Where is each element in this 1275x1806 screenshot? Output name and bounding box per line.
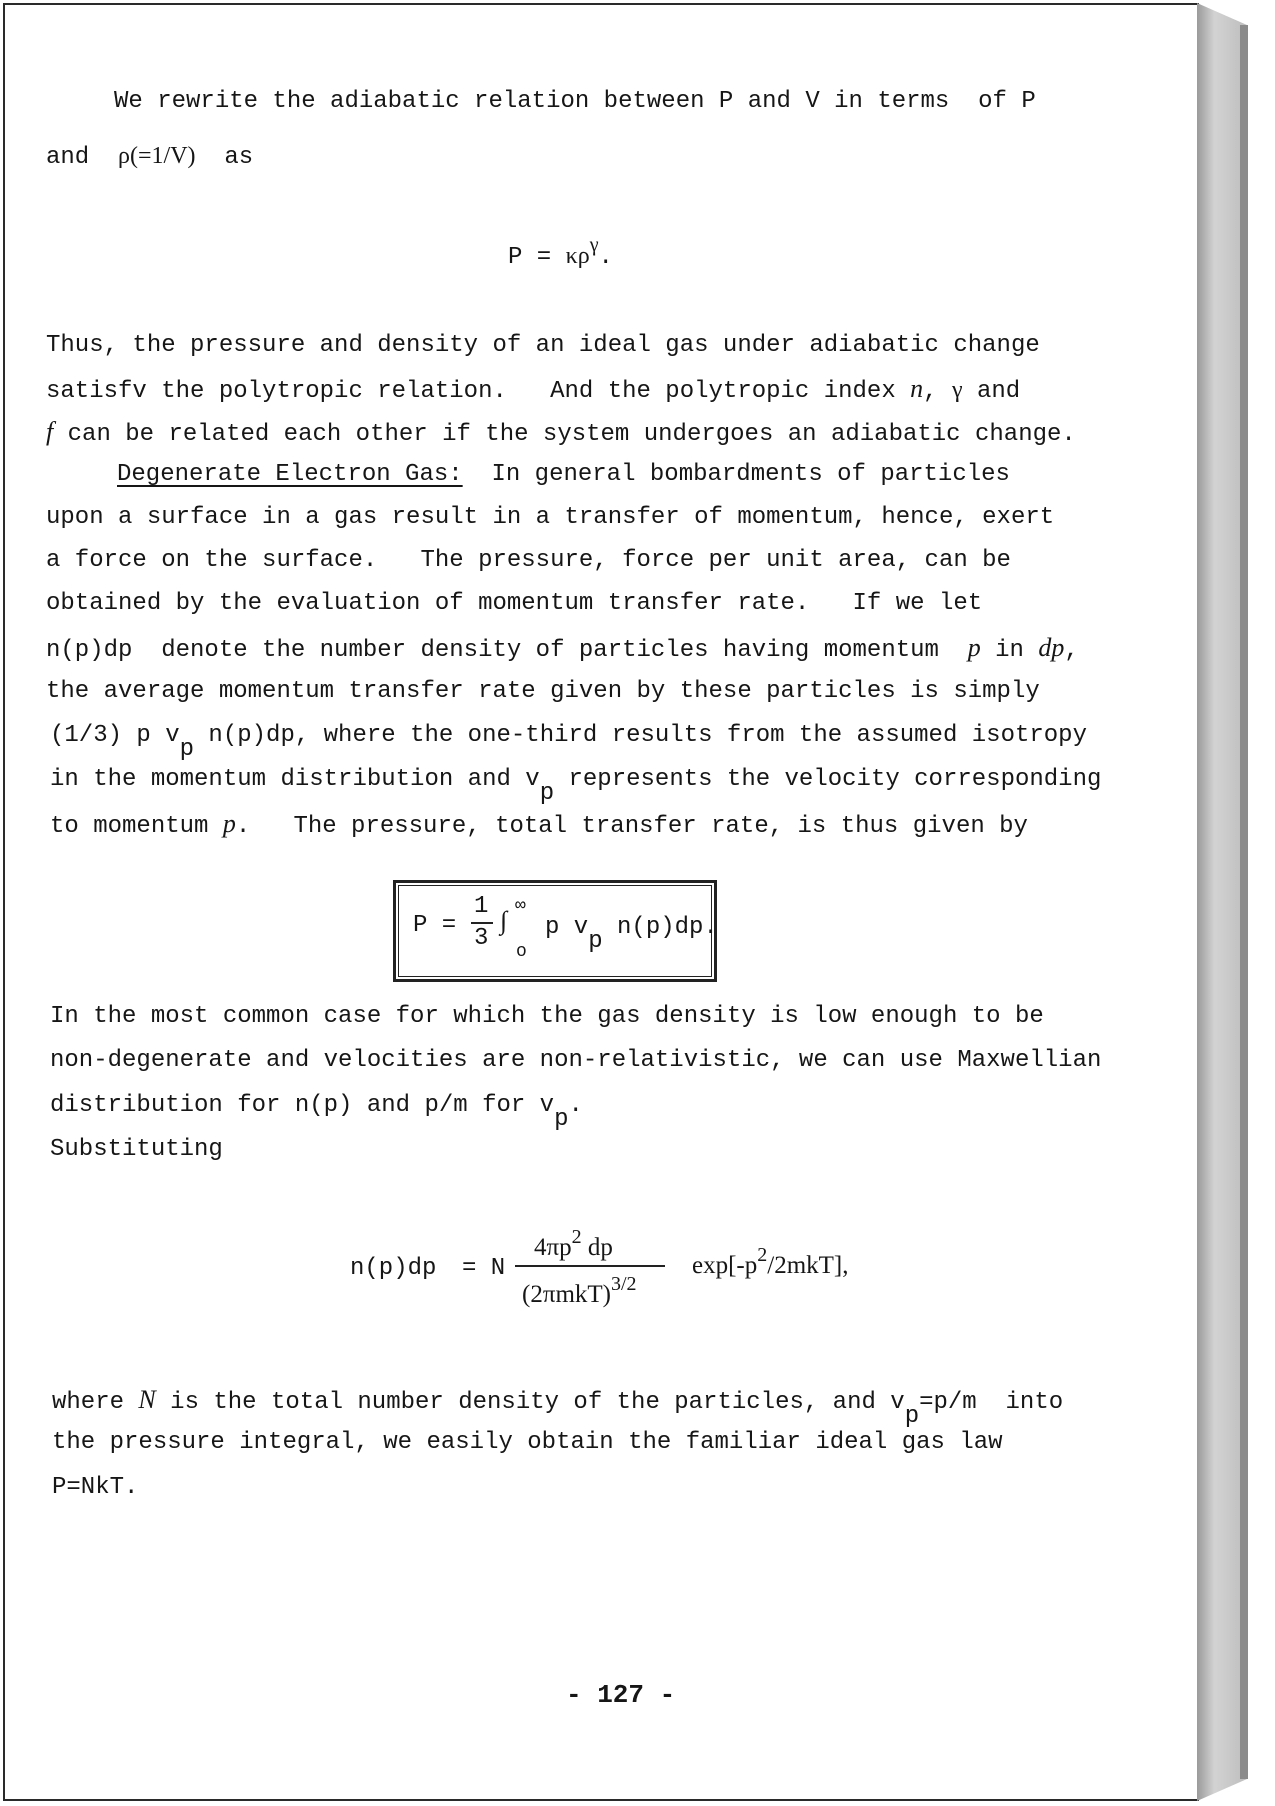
text-span: represents the velocity corresponding: [554, 766, 1102, 793]
text-line: [46, 332, 1040, 360]
text-span: p v: [545, 914, 589, 941]
text-line: [52, 1474, 138, 1502]
text-line: [46, 678, 1040, 706]
text-span: is the total number density of the particles, and v: [155, 1389, 905, 1416]
text-span: 4πp: [534, 1234, 572, 1261]
page-stack-shadow: [1240, 25, 1248, 1779]
text-span: to momentum: [50, 813, 223, 840]
text-span: n(p)dp, where the one-third results from the assumed isotropy: [194, 722, 1087, 749]
text-line: [46, 504, 1054, 532]
eq-fraction-denominator: 3: [474, 925, 489, 952]
subscript: p: [904, 1403, 920, 1430]
text-line: [52, 1429, 1003, 1457]
text-span: . The pressure, total transfer rate, is thus given by: [235, 813, 1028, 840]
text-span: =p/m into: [919, 1389, 1064, 1416]
text-line: [52, 1385, 1064, 1430]
text-line: [46, 590, 982, 618]
text-line: [50, 1136, 223, 1164]
text-span: dp: [581, 1234, 613, 1261]
text-span: ,: [923, 378, 952, 405]
eq-exponential: [692, 1244, 849, 1280]
text-line: [50, 766, 1102, 807]
eq-equals: = N: [462, 1255, 506, 1282]
text-span: .: [568, 1092, 583, 1119]
equation-adiabatic: [508, 234, 613, 272]
text-span: satisfv the polytropic relation. And the polytropic index: [46, 378, 911, 405]
page-number: - 127 -: [566, 1680, 676, 1710]
text-span: ,: [1064, 637, 1079, 664]
text-span: in the momentum distribution and v: [50, 766, 540, 793]
text-span: Substituting: [50, 1136, 223, 1163]
section-heading: Degenerate Electron Gas:: [117, 461, 463, 488]
text-span: in: [980, 637, 1039, 664]
text-line: [46, 547, 1011, 575]
eq-fraction-numerator: 1: [474, 893, 489, 920]
text-span: can be related each other if the system undergoes an adiabatic change.: [53, 421, 1076, 448]
text-line: [50, 1047, 1101, 1075]
text-span: p: [222, 809, 236, 838]
eq-exponent: γ: [589, 234, 599, 256]
text-line: [50, 1003, 1044, 1031]
subscript: p: [539, 780, 555, 807]
text-span: f: [46, 417, 54, 446]
text-span: n: [910, 374, 924, 403]
text-span: p: [967, 633, 981, 662]
text-span: and: [962, 378, 1021, 405]
text-span: ρ(=1/V): [118, 143, 196, 169]
integral-sign: ∫: [500, 906, 508, 935]
text-span: as: [195, 144, 254, 171]
eq-part: κρ: [565, 243, 590, 269]
text-span: /2mkT],: [767, 1252, 849, 1279]
superscript: 3/2: [611, 1273, 637, 1295]
text-span: non-degenerate and velocities are non-relativistic, we can use Maxwellian: [50, 1047, 1102, 1074]
text-span: n(p)dp denote the number density of particles having momentum: [46, 637, 968, 664]
text-line: [46, 375, 1020, 406]
text-span: obtained by the evaluation of momentum transfer rate. If we let: [46, 590, 983, 617]
text-span: the average momentum transfer rate given by these particles is simply: [46, 678, 1040, 705]
eq-fraction-numerator: [534, 1226, 613, 1262]
subscript: p: [179, 736, 195, 763]
integral-lower-limit: o: [516, 942, 527, 962]
eq-lhs: P =: [413, 912, 457, 939]
text-span: distribution for n(p) and p/m for v: [50, 1092, 555, 1119]
text-line: [114, 88, 1036, 116]
text-line: [50, 722, 1087, 763]
text-span: Thus, the pressure and density of an ideal gas under adiabatic change: [46, 332, 1040, 359]
text-line: [50, 1092, 583, 1133]
integral-upper-limit: ∞: [515, 896, 526, 916]
fraction-bar: [471, 922, 493, 924]
text-span: In general bombardments of particles: [462, 461, 1010, 488]
text-span: and: [46, 144, 119, 171]
text-span: N: [138, 1385, 156, 1414]
text-span: (1/3) p v: [50, 722, 180, 749]
text-span: n(p)dp.: [602, 914, 718, 941]
eq-part: P =: [508, 244, 566, 271]
text-span: where: [52, 1389, 139, 1416]
eq-fraction-denominator: [522, 1273, 637, 1309]
text-line: [46, 418, 1076, 449]
text-line: [50, 810, 1028, 841]
text-span: γ: [951, 377, 963, 403]
eq-lhs: n(p)dp: [350, 1255, 437, 1282]
text-span: We rewrite the adiabatic relation between P and V in terms of P: [114, 88, 1036, 115]
text-span: the pressure integral, we easily obtain the familiar ideal gas law: [52, 1429, 1003, 1456]
text-span: (2πmkT): [522, 1281, 611, 1308]
text-span: In the most common case for which the gas density is low enough to be: [50, 1003, 1044, 1030]
superscript: 2: [757, 1244, 768, 1266]
text-line: [46, 142, 253, 172]
text-span: a force on the surface. The pressure, force per unit area, can be: [46, 547, 1011, 574]
text-span: dp: [1038, 633, 1065, 662]
fraction-bar: [515, 1265, 665, 1267]
subscript: p: [588, 928, 603, 955]
text-line: [117, 461, 1010, 489]
text-span: exp[-p: [692, 1252, 758, 1279]
superscript: 2: [571, 1226, 582, 1248]
integrand: [545, 914, 718, 955]
eq-part: .: [598, 244, 613, 271]
text-span: P=NkT.: [52, 1474, 139, 1501]
text-line: [46, 634, 1079, 665]
subscript: p: [554, 1106, 569, 1133]
text-span: upon a surface in a gas result in a transfer of momentum, hence, exert: [46, 504, 1055, 531]
